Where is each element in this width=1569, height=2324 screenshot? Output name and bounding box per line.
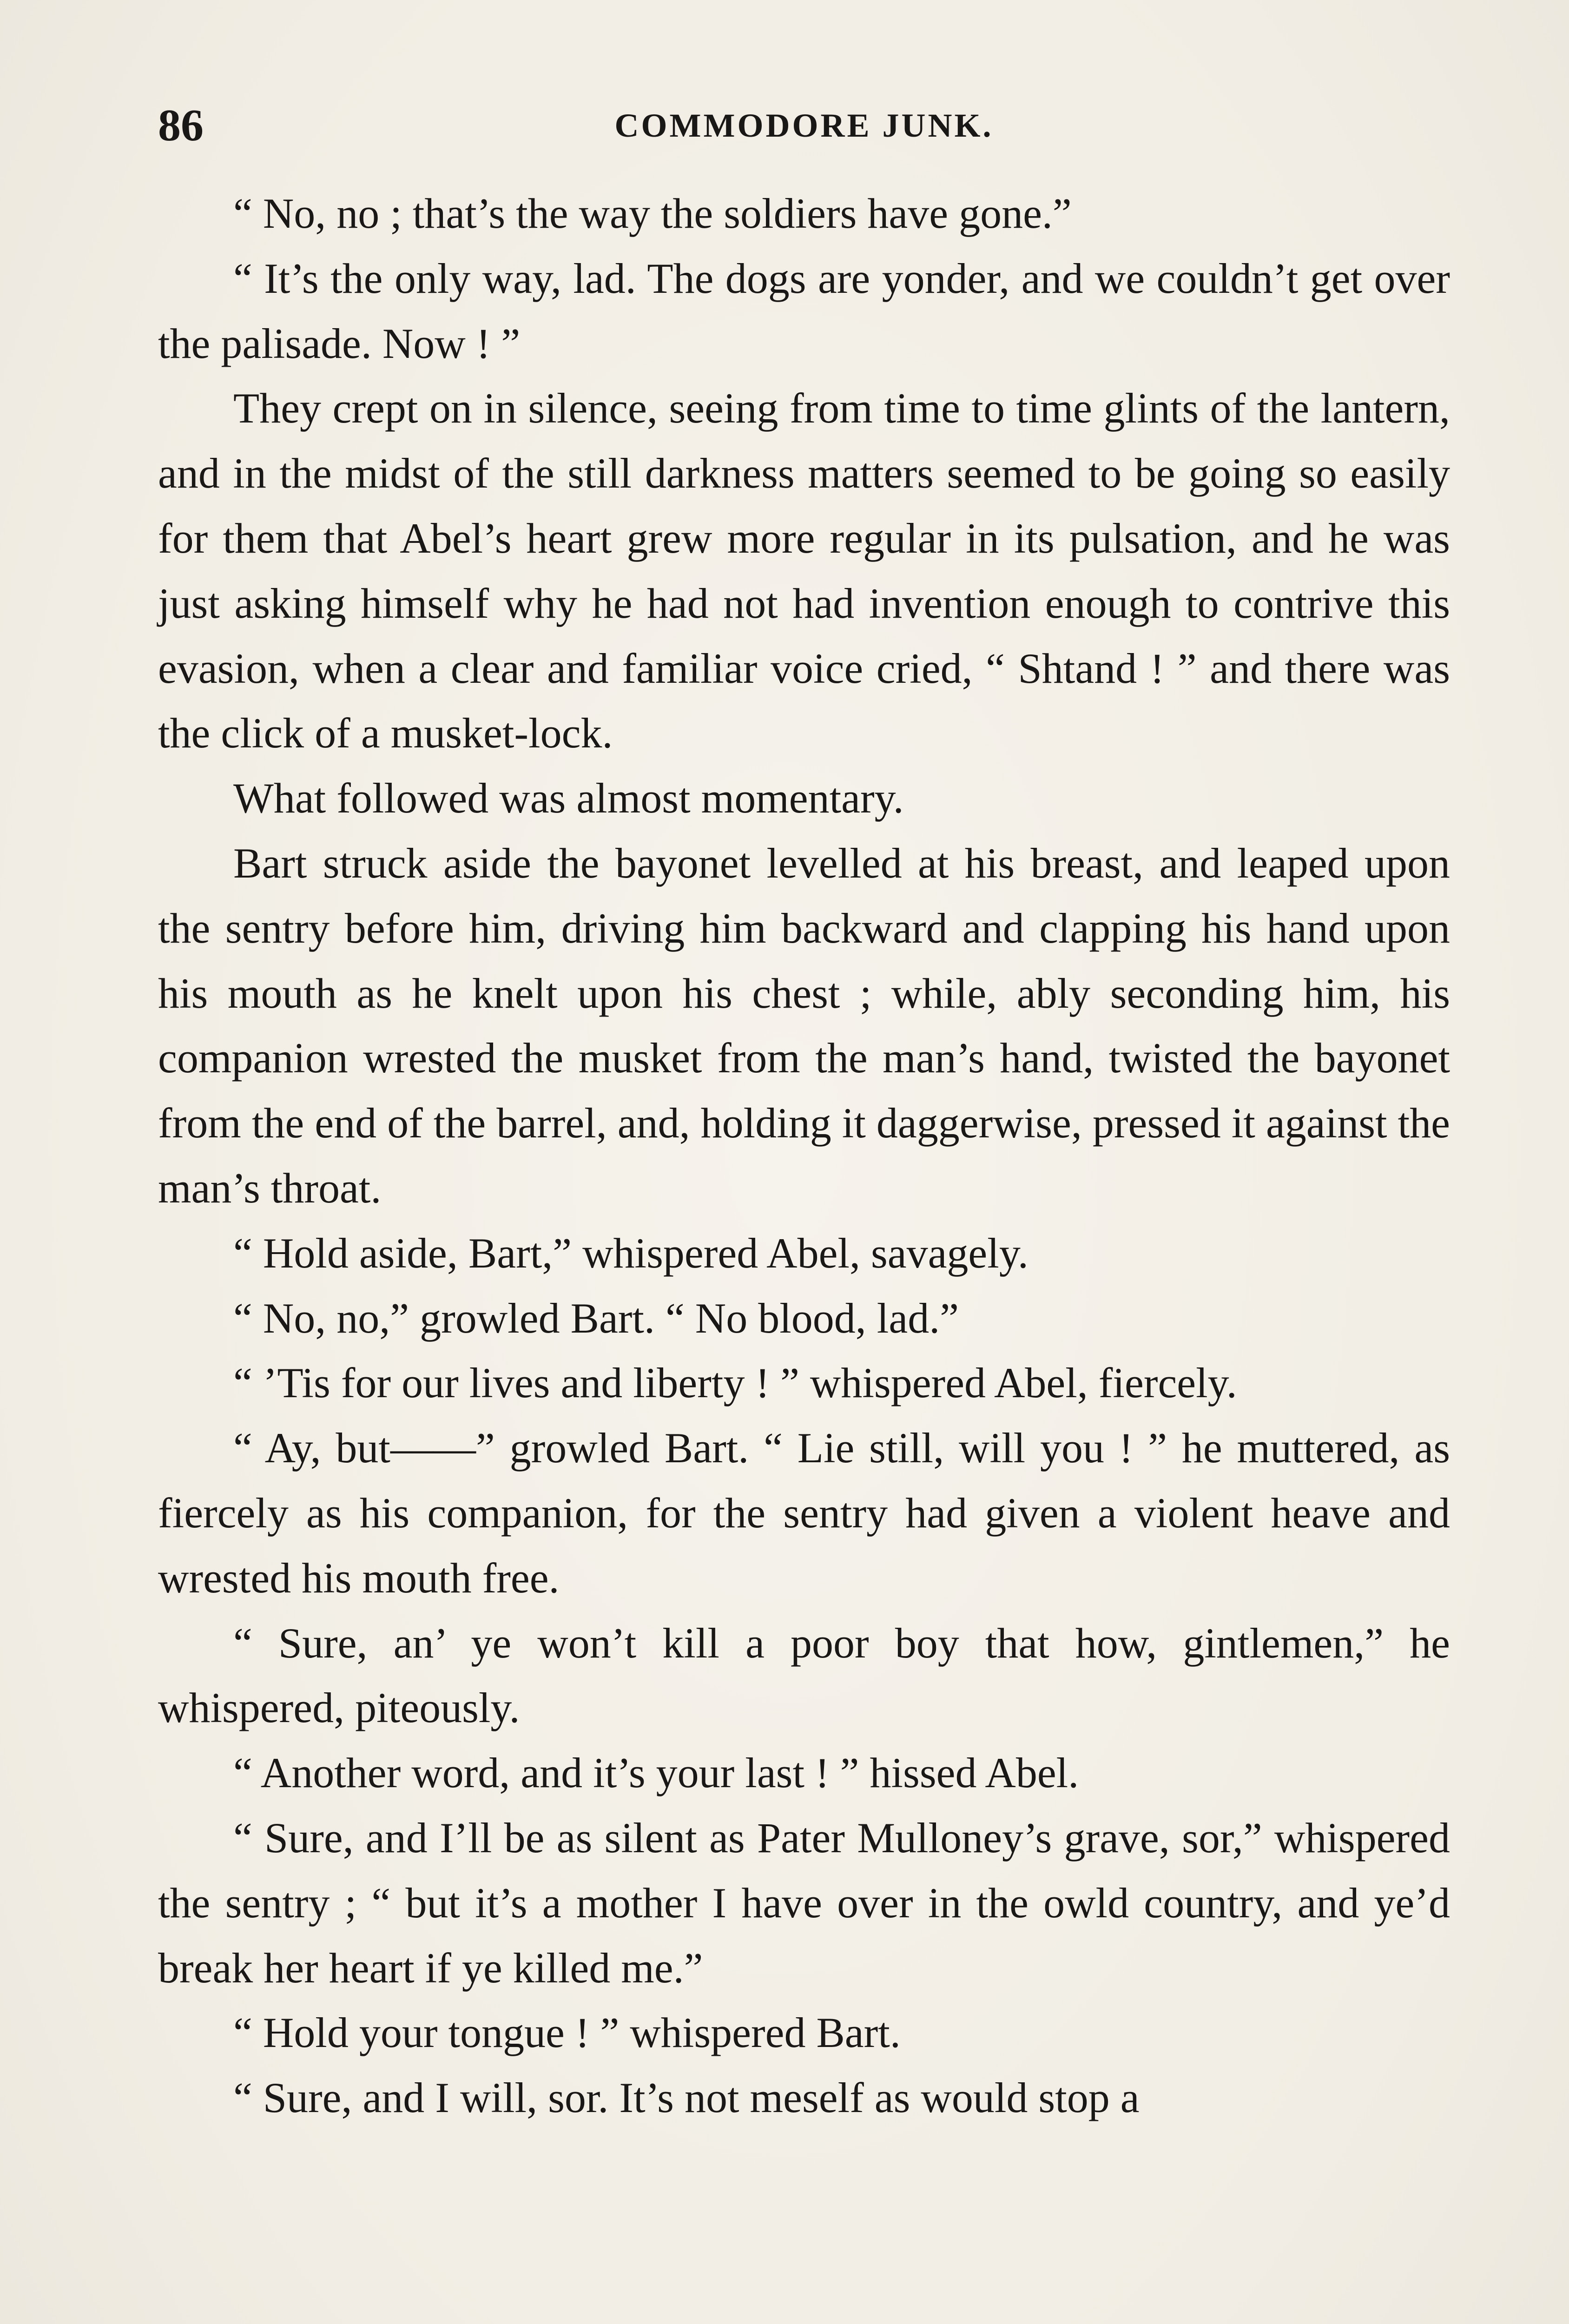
paragraph: “ No, no,” growled Bart. “ No blood, lad.” <box>233 1294 959 1342</box>
page-header <box>158 95 1450 156</box>
paragraph: “ ’Tis for our lives and liberty ! ” whispered Abel, fiercely. <box>233 1359 1237 1407</box>
paragraph: “ It’s the only way, lad. The dogs are yonder, and we couldn’t get over the palisade. Now ! ” <box>158 254 1450 367</box>
paragraph: They crept on in silence, seeing from time to time glints of the lantern, and in the midst of the still darkness matters seemed to be going so easily for them that Abel’s heart grew more regular in its pulsation, and he was just asking himself why he had not had invention enough to contrive this evasion, when a clear and familiar voice cried, “ Shtand ! ” and there was the click of a musket-lock. <box>158 384 1450 757</box>
paragraph: “ Ay, but——” growled Bart. “ Lie still, will you ! ” he muttered, as fiercely as his companion, for the sentry had given a violent heave and wrested his mouth free. <box>158 1424 1450 1602</box>
paragraph: Bart struck aside the bayonet levelled at his breast, and leaped upon the sentry before him, driving him backward and clapping his hand upon his mouth as he knelt upon his chest ; while, ably seconding him, his companion wrested the musket from the man’s hand, twisted the bayonet from the end of the barrel, and, holding it daggerwise, pressed it against the man’s throat. <box>158 839 1450 1212</box>
running-head: COMMODORE JUNK. <box>614 107 994 144</box>
paragraph: “ Another word, and it’s your last ! ” hissed Abel. <box>233 1749 1079 1797</box>
paragraph: “ Hold aside, Bart,” whispered Abel, savagely. <box>233 1229 1028 1277</box>
paragraph: “ No, no ; that’s the way the soldiers have gone.” <box>233 190 1072 237</box>
body-text <box>158 181 1450 2131</box>
paragraph: “ Sure, an’ ye won’t kill a poor boy that how, gintlemen,” he whispered, piteously. <box>158 1619 1450 1732</box>
paragraph: “ Hold your tongue ! ” whispered Bart. <box>233 2009 901 2057</box>
page-number: 86 <box>158 100 204 151</box>
paragraph: What followed was almost momentary. <box>233 774 904 822</box>
paragraph: “ Sure, and I’ll be as silent as Pater Mulloney’s grave, sor,” whispered the sentry ; “ but it’s a mother I have over in the owld country, and ye’d break her heart if ye killed me.” <box>158 1814 1450 1992</box>
paragraph: “ Sure, and I will, sor. It’s not meself as would stop a <box>233 2074 1140 2122</box>
